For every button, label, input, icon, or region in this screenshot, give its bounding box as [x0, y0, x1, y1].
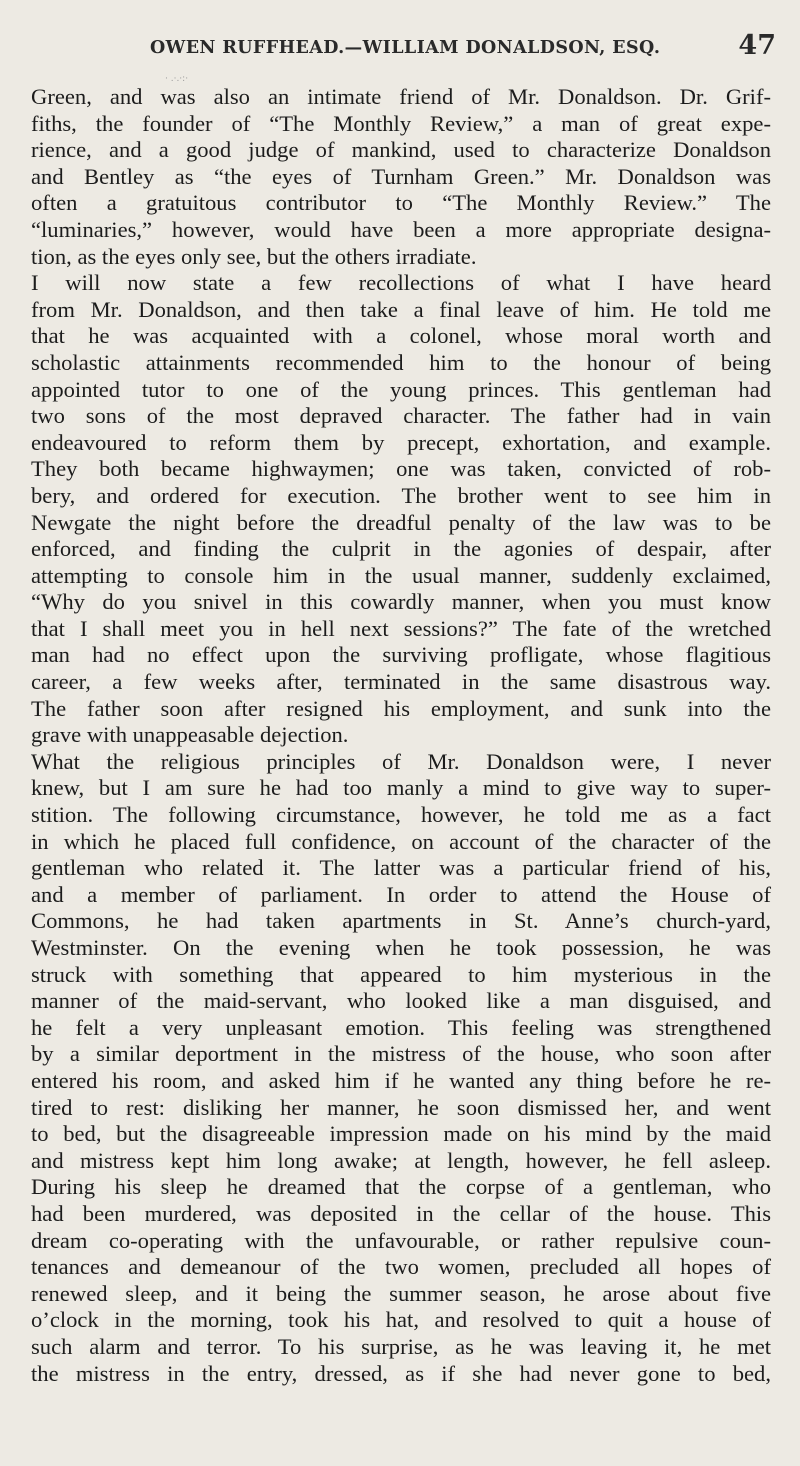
text-line: by a similar deportment in the mistress of the house, who soon after	[31, 1041, 771, 1067]
text-line: gentleman who related it. The latter was a particular friend of his,	[31, 855, 771, 881]
text-line: entered his room, and asked him if he wanted any thing before he re-	[31, 1067, 771, 1093]
text-line: to bed, but the disagreeable impression made on his mind by the maid	[31, 1121, 771, 1147]
text-line: knew, but I am sure he had too manly a mind to give way to super-	[31, 775, 771, 801]
text-line: two sons of the most depraved character. The father had in vain	[31, 403, 771, 429]
text-line: Newgate the night before the dreadful penalty of the law was to be	[31, 509, 771, 535]
running-header: OWEN RUFFHEAD.—WILLIAM DONALDSON, ESQ.	[150, 38, 661, 58]
text-line: I will now state a few recollections of what I have heard	[31, 270, 771, 296]
text-line: stition. The following circumstance, however, he told me as a fact	[31, 802, 771, 828]
text-line: and a member of parliament. In order to attend the House of	[31, 881, 771, 907]
text-line: They both became highwaymen; one was taken, convicted of rob-	[31, 456, 771, 482]
text-line: Westminster. On the evening when he took possession, he was	[31, 935, 771, 960]
text-line: man had no effect upon the surviving profligate, whose flagitious	[31, 642, 771, 668]
text-line: Commons, he had taken apartments in St. Anne’s church-yard,	[31, 908, 771, 934]
text-line: struck with something that appeared to him mysterious in the	[31, 961, 771, 987]
text-line: During his sleep he dreamed that the corpse of a gentleman, who	[31, 1174, 771, 1200]
text-line: from Mr. Donaldson, and then take a final leave of him. He told me	[31, 296, 771, 322]
text-line: often a gratuitous contributor to “The Monthly Review.” The	[31, 190, 771, 216]
text-line: grave with unappeasable dejection.	[31, 722, 349, 748]
text-line: o’clock in the morning, took his hat, and resolved to quit a house of	[31, 1307, 771, 1333]
text-line: What the religious principles of Mr. Donaldson were, I never	[31, 748, 771, 774]
text-line: endeavoured to reform them by precept, exhortation, and example.	[31, 429, 771, 455]
page-number: 47	[738, 30, 776, 61]
text-line: bery, and ordered for execution. The brother went to see him in	[31, 482, 771, 508]
text-line: in which he placed full confidence, on account of the character of the	[31, 828, 771, 854]
text-line: scholastic attainments recommended him to the honour of being	[31, 349, 771, 375]
text-line: had been murdered, was deposited in the cellar of the house. This	[31, 1200, 771, 1226]
text-line: Green, and was also an intimate friend of Mr. Donaldson. Dr. Grif-	[31, 84, 771, 109]
text-line: tired to rest: disliking her manner, he soon dismissed her, and went	[31, 1094, 771, 1120]
text-line: The father soon after resigned his employment, and sunk into the	[31, 695, 771, 721]
text-line: he felt a very unpleasant emotion. This feeling was strengthened	[31, 1014, 771, 1040]
text-line: renewed sleep, and it being the summer season, he arose about five	[31, 1280, 771, 1306]
ink-smudge: · .·.·:·	[165, 74, 189, 84]
text-line: career, a few weeks after, terminated in the same disastrous way.	[31, 669, 771, 695]
text-line: “luminaries,” however, would have been a more appropriate designa-	[31, 216, 771, 242]
text-line: “Why do you snivel in this cowardly manner, when you must know	[31, 589, 771, 615]
text-line: manner of the maid-servant, who looked like a man disguised, and	[31, 988, 771, 1014]
body-text	[31, 84, 771, 1387]
text-line: fiths, the founder of “The Monthly Review,” a man of great expe-	[31, 110, 771, 136]
text-line: tion, as the eyes only see, but the others irradiate.	[31, 243, 477, 269]
text-line: and mistress kept him long awake; at length, however, he fell asleep.	[31, 1147, 771, 1173]
text-line: enforced, and finding the culprit in the agonies of despair, after	[31, 536, 771, 562]
text-line: such alarm and terror. To his surprise, as he was leaving it, he met	[31, 1333, 771, 1359]
text-line: appointed tutor to one of the young princes. This gentleman had	[31, 376, 771, 402]
text-line: the mistress in the entry, dressed, as if she had never gone to bed,	[31, 1360, 771, 1386]
text-line: dream co-operating with the unfavourable, or rather repulsive coun-	[31, 1227, 771, 1253]
text-line: and Bentley as “the eyes of Turnham Green.” Mr. Donaldson was	[31, 163, 771, 189]
text-line: rience, and a good judge of mankind, used to characterize Donaldson	[31, 137, 771, 163]
text-line: tenances and demeanour of the two women, precluded all hopes of	[31, 1254, 771, 1280]
text-line: that he was acquainted with a colonel, whose moral worth and	[31, 323, 771, 349]
text-line: that I shall meet you in hell next sessions?” The fate of the wretched	[31, 615, 771, 641]
text-line: attempting to console him in the usual manner, suddenly exclaimed,	[31, 562, 771, 588]
